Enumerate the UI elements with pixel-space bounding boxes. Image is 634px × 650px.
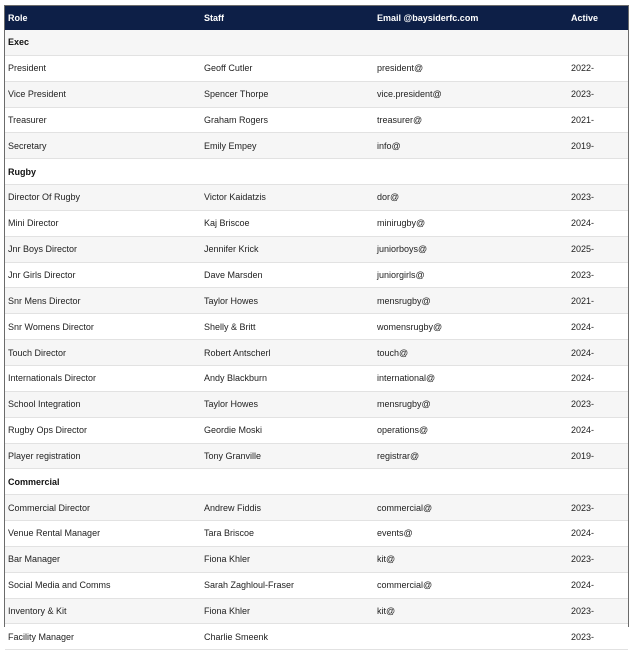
staff-cell: Jennifer Krick [201, 236, 374, 262]
staff-cell: Emily Empey [201, 133, 374, 159]
email-cell: juniorgirls@ [374, 262, 568, 288]
role-cell: Facility Manager [5, 624, 201, 650]
active-cell: 2023- [568, 185, 628, 211]
active-cell [568, 30, 628, 55]
email-cell: registrar@ [374, 443, 568, 469]
header-active: Active [571, 13, 599, 23]
header-row [5, 6, 628, 30]
active-cell: 2023- [568, 262, 628, 288]
active-cell: 2023- [568, 546, 628, 572]
staff-cell: Fiona Khler [201, 598, 374, 624]
staff-cell: Charlie Smeenk [201, 624, 374, 650]
email-cell: dor@ [374, 185, 568, 211]
staff-cell [201, 469, 374, 495]
staff-cell: Dave Marsden [201, 262, 374, 288]
role-cell: School Integration [5, 391, 201, 417]
role-cell: Bar Manager [5, 546, 201, 572]
active-cell: 2023- [568, 598, 628, 624]
email-cell: minirugby@ [374, 210, 568, 236]
header-role: Role [8, 13, 28, 23]
staff-cell [201, 30, 374, 55]
email-cell: kit@ [374, 546, 568, 572]
active-cell [568, 469, 628, 495]
active-cell: 2019- [568, 133, 628, 159]
table-row [5, 546, 628, 572]
table-row [5, 391, 628, 417]
role-cell: Inventory & Kit [5, 598, 201, 624]
table-row [5, 185, 628, 211]
email-cell: international@ [374, 365, 568, 391]
active-cell: 2024- [568, 572, 628, 598]
staff-cell: Geordie Moski [201, 417, 374, 443]
staff-cell: Taylor Howes [201, 288, 374, 314]
staff-cell: Geoff Cutler [201, 55, 374, 81]
table-row [5, 107, 628, 133]
role-cell: Player registration [5, 443, 201, 469]
active-cell: 2023- [568, 81, 628, 107]
active-cell: 2023- [568, 624, 628, 650]
email-cell: womensrugby@ [374, 314, 568, 340]
email-cell: touch@ [374, 340, 568, 366]
role-cell: Snr Mens Director [5, 288, 201, 314]
staff-cell: Taylor Howes [201, 391, 374, 417]
staff-cell: Tony Granville [201, 443, 374, 469]
table-row [5, 81, 628, 107]
staff-directory [4, 5, 629, 642]
table-row [5, 365, 628, 391]
active-cell: 2024- [568, 521, 628, 547]
email-cell: events@ [374, 521, 568, 547]
role-cell: Vice President [5, 81, 201, 107]
email-cell: treasurer@ [374, 107, 568, 133]
email-cell [374, 159, 568, 185]
staff-cell: Shelly & Britt [201, 314, 374, 340]
role-cell: President [5, 55, 201, 81]
role-cell: Touch Director [5, 340, 201, 366]
table-row [5, 288, 628, 314]
section-row [5, 30, 628, 55]
active-cell: 2024- [568, 314, 628, 340]
table-row [5, 572, 628, 598]
table-row [5, 521, 628, 547]
table-header [5, 6, 628, 30]
table-row [5, 340, 628, 366]
table-body [5, 30, 628, 650]
role-cell: Mini Director [5, 210, 201, 236]
section-row [5, 469, 628, 495]
section-title: Rugby [5, 159, 201, 185]
staff-table [5, 6, 628, 650]
email-cell [374, 469, 568, 495]
active-cell [568, 159, 628, 185]
email-cell [374, 624, 568, 650]
staff-cell: Graham Rogers [201, 107, 374, 133]
active-cell: 2024- [568, 365, 628, 391]
email-cell: president@ [374, 55, 568, 81]
email-cell: juniorboys@ [374, 236, 568, 262]
header-staff: Staff [204, 13, 224, 23]
table-row [5, 598, 628, 624]
table-row [5, 624, 628, 650]
active-cell: 2024- [568, 340, 628, 366]
staff-cell: Robert Antscherl [201, 340, 374, 366]
email-cell: kit@ [374, 598, 568, 624]
email-cell: mensrugby@ [374, 288, 568, 314]
staff-cell: Tara Briscoe [201, 521, 374, 547]
active-cell: 2023- [568, 495, 628, 521]
staff-cell: Sarah Zaghloul-Fraser [201, 572, 374, 598]
table-row [5, 55, 628, 81]
staff-cell: Andrew Fiddis [201, 495, 374, 521]
section-row [5, 159, 628, 185]
table-row [5, 210, 628, 236]
role-cell: Treasurer [5, 107, 201, 133]
header-email: Email @baysiderfc.com [377, 13, 479, 23]
active-cell: 2025- [568, 236, 628, 262]
staff-cell: Kaj Briscoe [201, 210, 374, 236]
section-title: Commercial [5, 469, 201, 495]
table-row [5, 236, 628, 262]
email-cell: info@ [374, 133, 568, 159]
role-cell: Jnr Girls Director [5, 262, 201, 288]
role-cell: Internationals Director [5, 365, 201, 391]
active-cell: 2021- [568, 288, 628, 314]
staff-cell [201, 159, 374, 185]
email-cell [374, 30, 568, 55]
table-row [5, 314, 628, 340]
role-cell: Jnr Boys Director [5, 236, 201, 262]
email-cell: operations@ [374, 417, 568, 443]
role-cell: Snr Womens Director [5, 314, 201, 340]
staff-cell: Victor Kaidatzis [201, 185, 374, 211]
table-row [5, 443, 628, 469]
active-cell: 2019- [568, 443, 628, 469]
staff-cell: Fiona Khler [201, 546, 374, 572]
active-cell: 2021- [568, 107, 628, 133]
role-cell: Commercial Director [5, 495, 201, 521]
staff-cell: Spencer Thorpe [201, 81, 374, 107]
role-cell: Social Media and Comms [5, 572, 201, 598]
email-cell: vice.president@ [374, 81, 568, 107]
role-cell: Rugby Ops Director [5, 417, 201, 443]
email-cell: commercial@ [374, 572, 568, 598]
active-cell: 2023- [568, 391, 628, 417]
section-title: Exec [5, 30, 201, 55]
staff-cell: Andy Blackburn [201, 365, 374, 391]
role-cell: Secretary [5, 133, 201, 159]
table-row [5, 262, 628, 288]
role-cell: Venue Rental Manager [5, 521, 201, 547]
table-row [5, 495, 628, 521]
table-row [5, 133, 628, 159]
active-cell: 2022- [568, 55, 628, 81]
role-cell: Director Of Rugby [5, 185, 201, 211]
active-cell: 2024- [568, 210, 628, 236]
active-cell: 2024- [568, 417, 628, 443]
email-cell: commercial@ [374, 495, 568, 521]
email-cell: mensrugby@ [374, 391, 568, 417]
table-row [5, 417, 628, 443]
